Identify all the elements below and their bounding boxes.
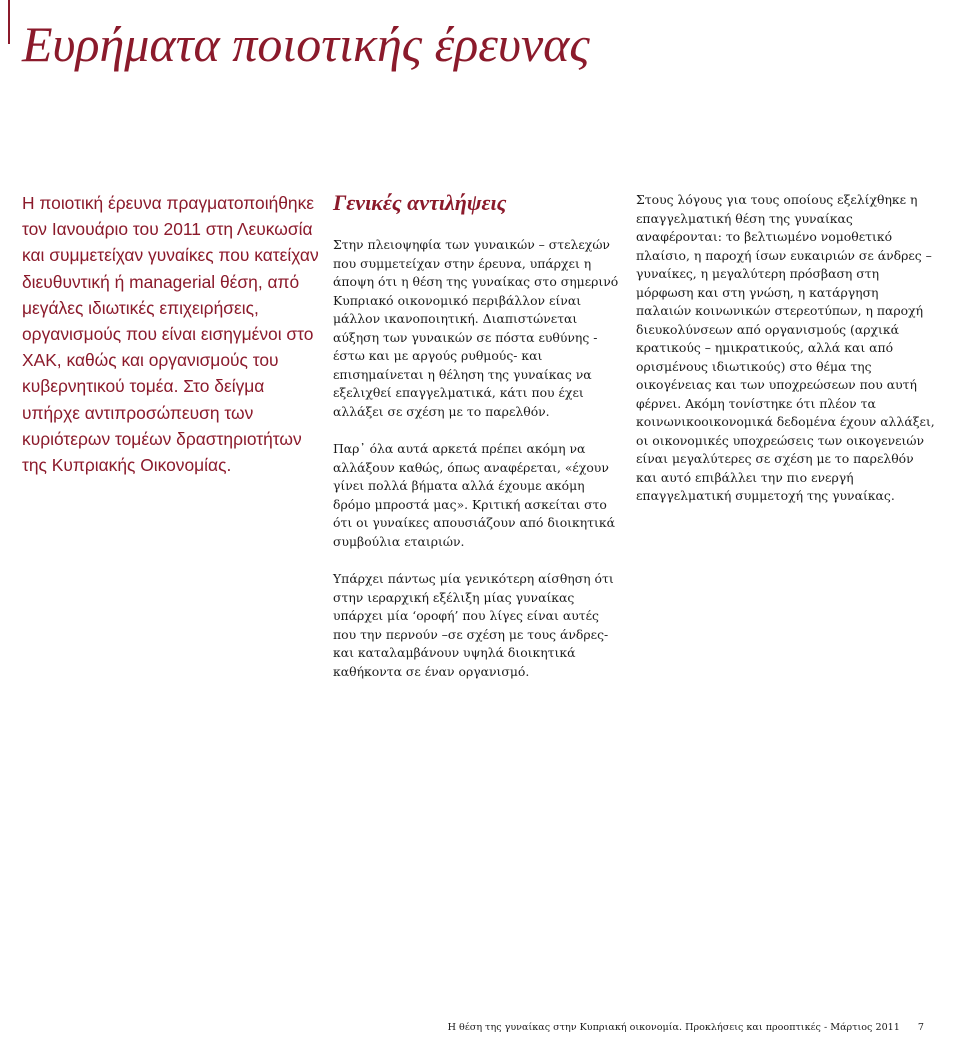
body-paragraph: Παρ᾽ όλα αυτά αρκετά πρέπει ακόμη να αλλάξουν καθώς, όπως αναφέρεται, «έχουν γίνει πολλά βήματα αλλά έχουμε ακόμη δρόμο μπροστά μας». Κριτική ασκείται στο ότι οι γυναίκες απουσιάζουν από διοικητικά συμβούλια εταιριών. <box>333 441 616 549</box>
page-footer <box>448 1021 924 1035</box>
title-accent-bar <box>8 0 10 44</box>
page-number: 7 <box>917 1022 924 1033</box>
section-heading: Γενικές αντιλήψεις <box>333 190 507 215</box>
body-paragraph: Στην πλειοψηφία των γυναικών – στελεχών που συμμετείχαν στην έρευνα, υπάρχει η άποψη ότι η θέση της γυναίκας στο σημερινό Κυπριακό οικονομικό περιβάλλον είναι μάλλον ικανοποιητική. Διαπιστώνεται αύξηση των γυναικών σε πόστα ευθύνης - έστω και με αργούς ρυθμούς- και επισημαίνεται η θέληση της γυναίκας να εξελιχθεί επαγγελματικά, κάτι που έχει αλλάξει σε σχέση με το παρελθόν. <box>333 237 619 419</box>
page-title: Ευρήματα ποιοτικής έρευνας <box>22 16 590 72</box>
right-column <box>636 191 936 506</box>
body-paragraph: Στους λόγους για τους οποίους εξελίχθηκε η επαγγελματική θέση της γυναίκας αναφέρονται: το βελτιωμένο νομοθετικό πλαίσιο, η παροχή ίσων ευκαιριών σε άνδρες – γυναίκες, η μεγαλύτερη πρόσβαση στη μόρφωση και στη γνώση, η κατάργηση παλαιών κοινωνικών στερεοτύπων, η παροχή διευκολύνσεων από οργανισμούς (αρχικά κρατικούς – ημικρατικούς, αλλά και από ορισμένους ιδιωτικούς) στο θέμα της οικογένειας και των υποχρεώσεων που αυτή φέρνει. Ακόμη τονίστηκε ότι πλέον τα κοινωνικοοικονομικά δεδομένα έχουν αλλάξει, οι οικονομικές υποχρεώσεις των οικογενειών είναι μεγαλύτερες σε σχέση με το παρελθόν και αυτό επιβάλλει την πιο ενεργή επαγγελματική συμμετοχή της γυναίκας. <box>636 192 935 503</box>
body-paragraph: Υπάρχει πάντως μία γενικότερη αίσθηση ότι στην ιεραρχική εξέλιξη μίας γυναίκας υπάρχει μία ‘οροφή’ που λίγες είναι αυτές που την περνούν –σε σχέση με τους άνδρες- και καταλαμβάνουν υψηλά διοικητικά καθήκοντα σε έναν οργανισμό. <box>333 571 614 679</box>
intro-paragraph: Η ποιοτική έρευνα πραγματοποιήθηκε τον Ιανουάριο του 2011 στη Λευκωσία και συμμετείχαν γυναίκες που κατείχαν διευθυντική ή managerial θέση, από μεγάλες ιδιωτικές επιχειρήσεις, οργανισμούς που είναι εισηγμένοι στο ΧΑΚ, καθώς και οργανισμούς του κυβερνητικού τομέα. Στο δείγμα υπήρχε αντιπροσώπευση των κυριότερων τομέων δραστηριοτήτων της Κυπριακής Οικονομίας. <box>22 193 319 476</box>
intro-column <box>22 190 322 478</box>
footer-text: Η θέση της γυναίκας στην Κυπριακή οικονομία. Προκλήσεις και προοπτικές - Μάρτιος 2011 <box>447 1022 900 1033</box>
general-perceptions-column <box>333 189 623 681</box>
